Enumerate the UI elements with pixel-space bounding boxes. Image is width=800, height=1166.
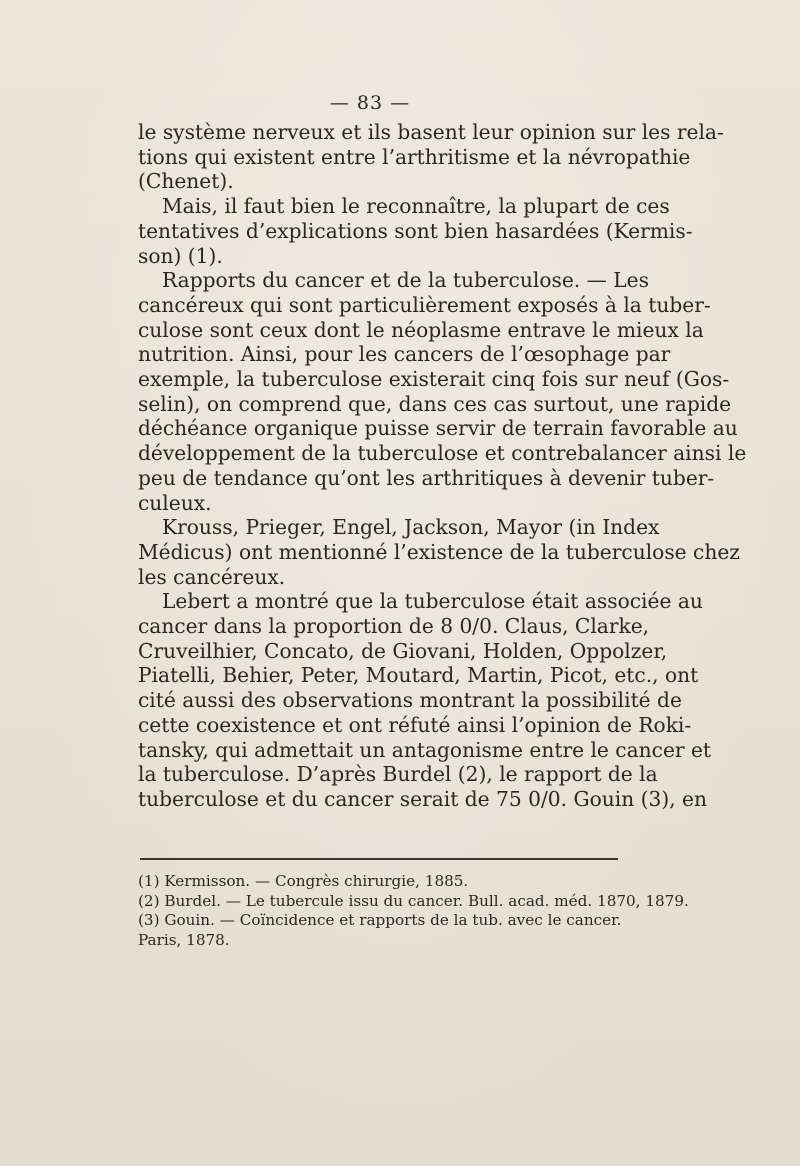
footnotes: [138, 872, 689, 950]
body-line: tansky, qui admettait un antagonisme entre le cancer et: [138, 737, 712, 762]
body-line: cancer dans la proportion de 8 0/0. Claus, Clarke,: [138, 614, 650, 639]
body-line: tions qui existent entre l’arthritisme et la névropathie: [138, 144, 691, 169]
body-line: Mais, il faut bien le reconnaître, la plupart de ces: [162, 194, 670, 219]
body-line: Cruveilhier, Concato, de Giovani, Holden, Oppolzer,: [138, 638, 668, 663]
footnote: (1) Kermisson. — Congrès chirurgie, 1885.: [138, 872, 469, 890]
body-line: le système nerveux et ils basent leur opinion sur les rela-: [138, 120, 724, 144]
body-text: [138, 120, 747, 812]
body-line: culeux.: [138, 490, 212, 515]
section-heading-line: Rapports du cancer et de la tuberculose. — Les: [162, 268, 649, 293]
body-line: son) (1).: [138, 243, 223, 268]
body-line: (Chenet).: [138, 169, 234, 194]
body-line: selin), on comprend que, dans ces cas surtout, une rapide: [138, 391, 732, 416]
body-line: Piatelli, Behier, Peter, Moutard, Martin, Picot, etc., ont: [138, 663, 699, 688]
body-line: développement de la tuberculose et contrebalancer ainsi le: [138, 441, 747, 466]
body-line: Krouss, Prieger, Engel, Jackson, Mayor (in Index: [162, 515, 660, 540]
body-line: Médicus) ont mentionné l’existence de la tuberculose chez: [138, 539, 740, 564]
body-line: la tuberculose. D’après Burdel (2), le rapport de la: [138, 762, 658, 787]
body-line: cancéreux qui sont particulièrement exposés à la tuber-: [138, 292, 711, 317]
body-line: tentatives d’explications sont bien hasardées (Kermis-: [138, 218, 693, 243]
body-line: cette coexistence et ont réfuté ainsi l’opinion de Roki-: [138, 712, 692, 737]
body-line: culose sont ceux dont le néoplasme entrave le mieux la: [138, 317, 704, 342]
body-line: les cancéreux.: [138, 564, 286, 589]
body-line: tuberculose et du cancer serait de 75 0/0. Gouin (3), en: [138, 786, 707, 811]
body-line: déchéance organique puisse servir de terrain favorable au: [138, 416, 738, 441]
body-line: peu de tendance qu’ont les arthritiques à devenir tuber-: [138, 465, 715, 490]
footnote: (2) Burdel. — Le tubercule issu du cancer. Bull. acad. méd. 1870, 1879.: [138, 891, 689, 910]
page-number: — 83 —: [329, 92, 411, 114]
body-line: exemple, la tuberculose existerait cinq fois sur neuf (Gos-: [138, 367, 730, 392]
footnote: (3) Gouin. — Coïncidence et rapports de la tub. avec le cancer.: [138, 911, 622, 930]
footnote-divider: [140, 858, 618, 860]
footnote: Paris, 1878.: [138, 930, 230, 949]
body-line: cité aussi des observations montrant la possibilité de: [138, 688, 682, 713]
body-line: Lebert a montré que la tuberculose était associée au: [162, 589, 703, 614]
body-line: nutrition. Ainsi, pour les cancers de l’œsophage par: [138, 342, 671, 367]
